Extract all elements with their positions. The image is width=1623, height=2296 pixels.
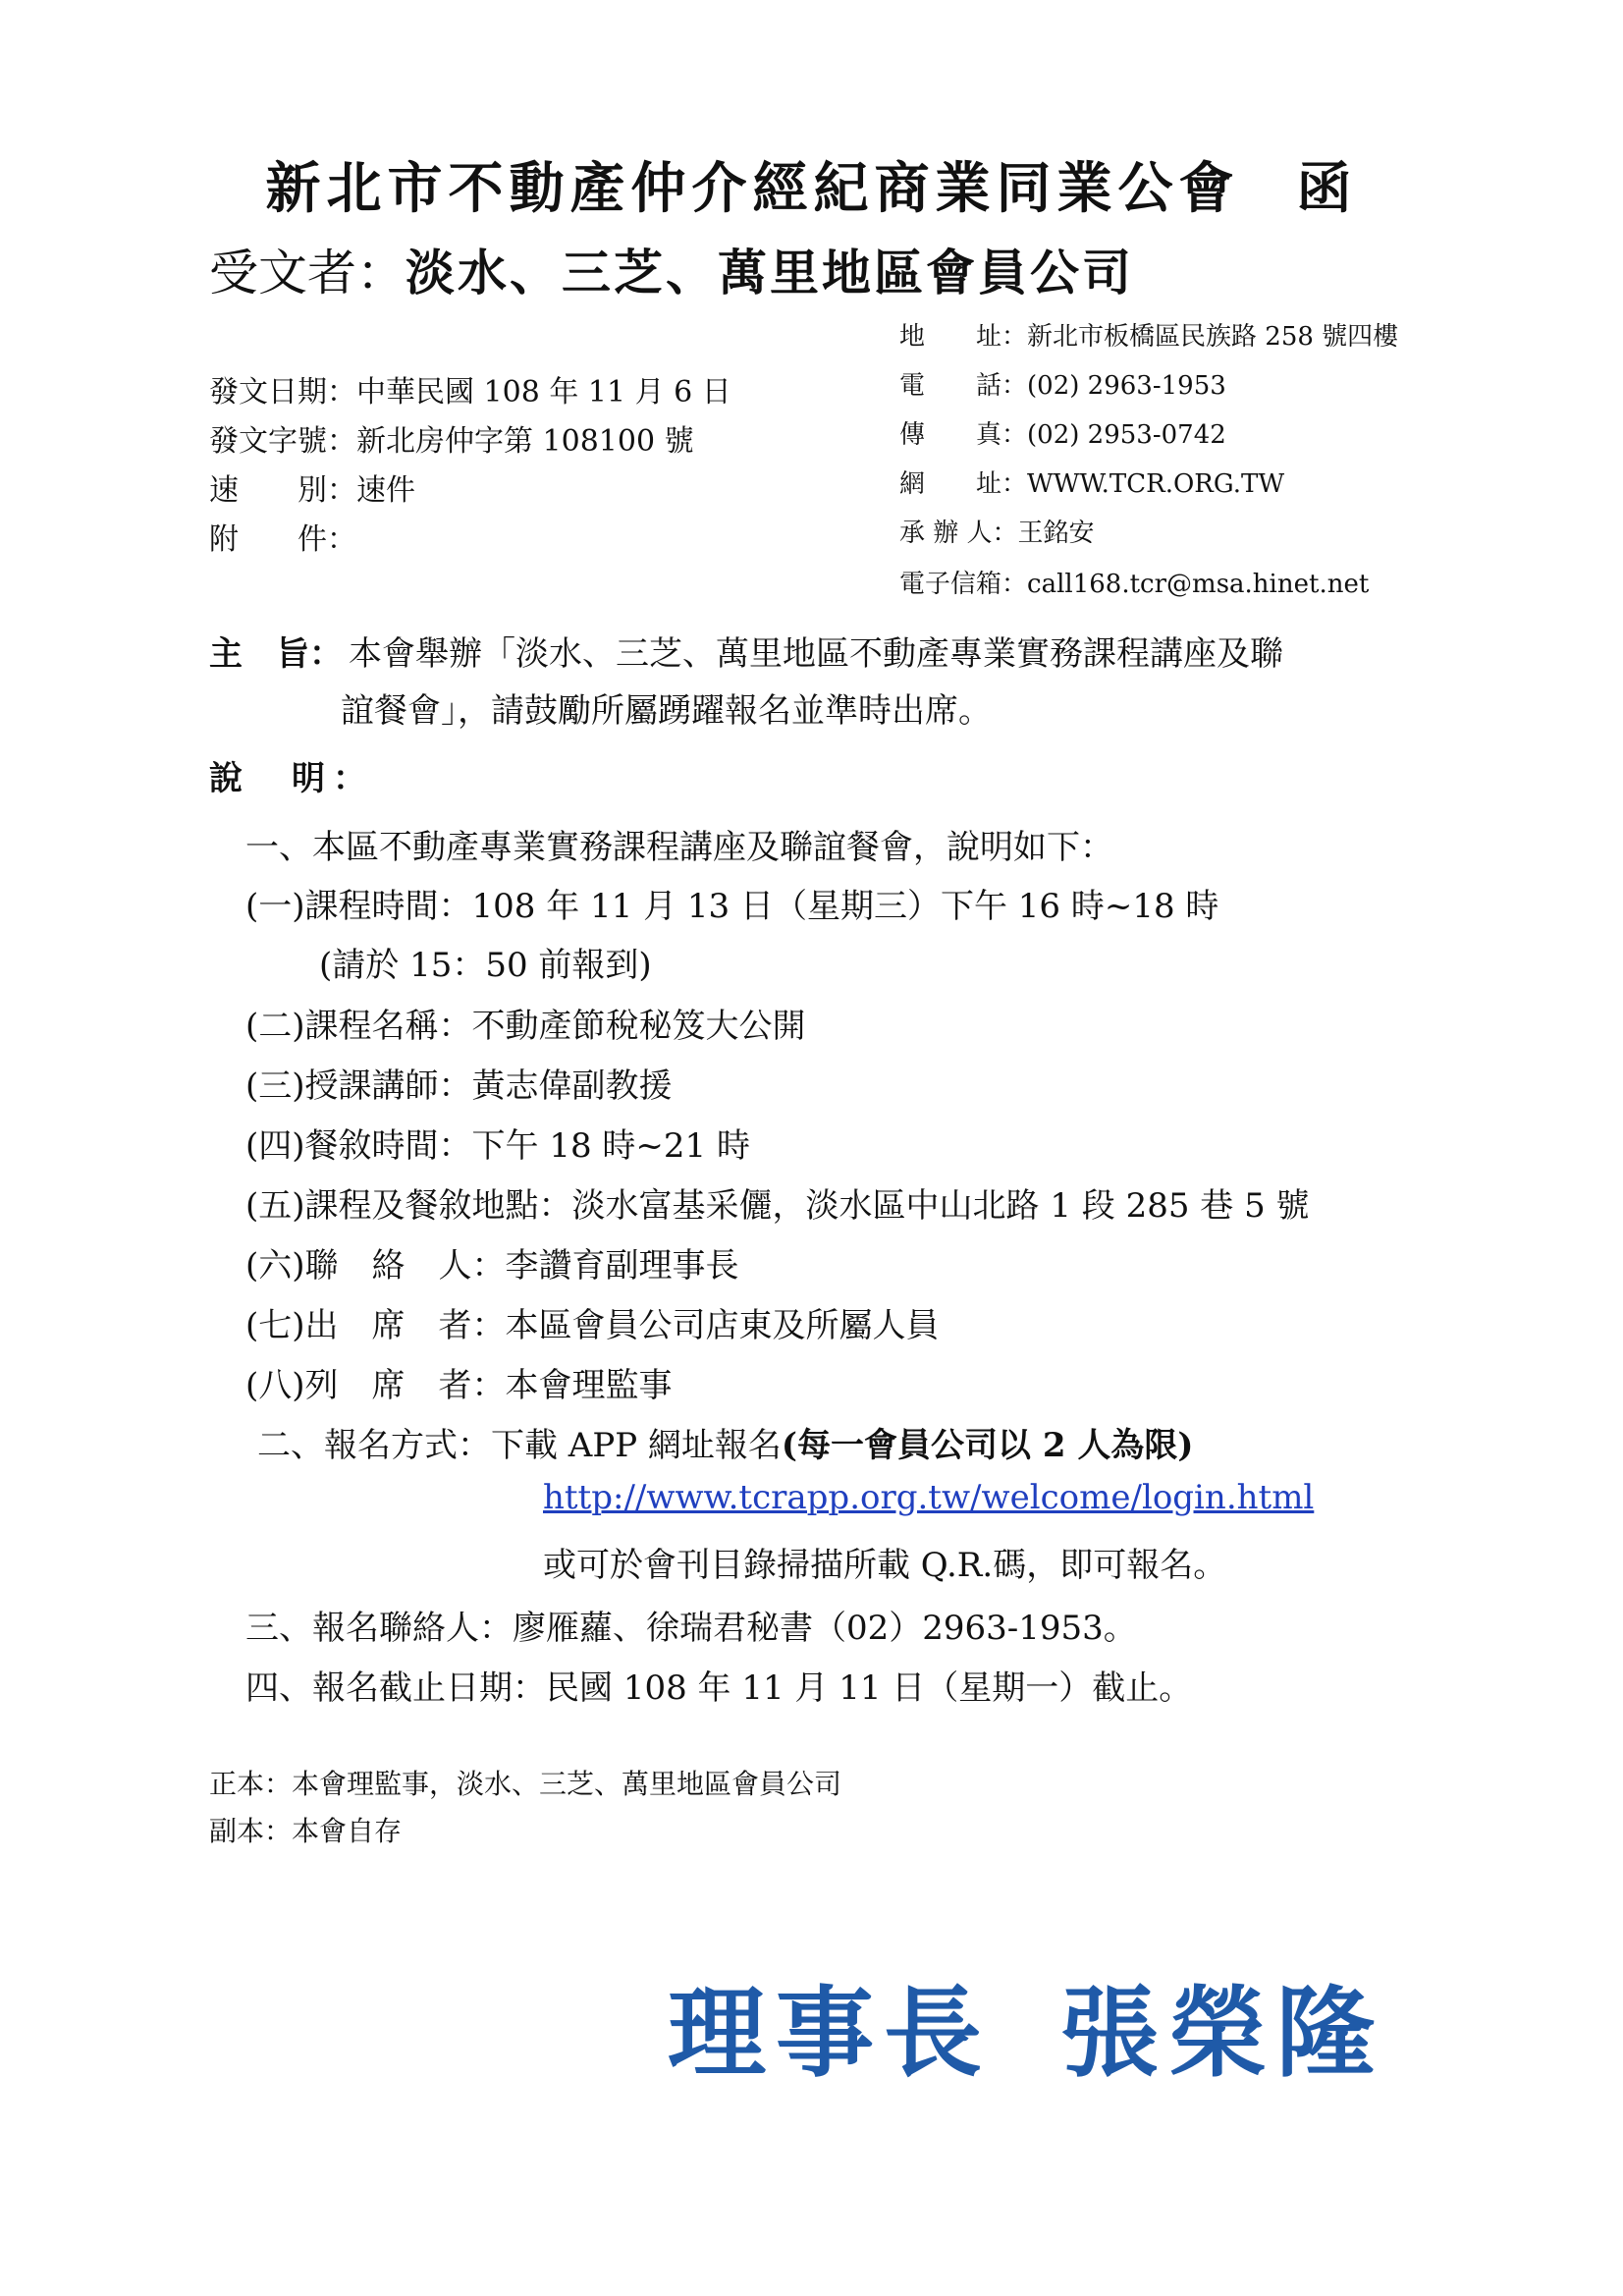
recipient-value: 淡水、三芝、萬里地區會員公司 — [406, 244, 1134, 301]
section-4: 四、報名截止日期：民國 108 年 11 月 11 日（星期一）截止。 — [245, 1668, 1193, 1708]
sender-address-label: 地 址： — [899, 322, 1028, 352]
document-number — [209, 416, 694, 460]
section-3: 三、報名聯絡人：廖雁蘿、徐瑞君秘書（02）2963-1953。 — [245, 1609, 1137, 1648]
sender-phone — [899, 365, 1226, 402]
section-2-note: 或可於會刊目錄掃描所載 Q.R.碼，即可報名。 — [543, 1546, 1227, 1585]
item-8: (八)列 席 者：本會理監事 — [245, 1366, 673, 1405]
title-suffix: 函 — [1296, 156, 1358, 221]
section-2 — [257, 1418, 1193, 1466]
signature-name: 張榮隆 — [1060, 1975, 1384, 2091]
attachments-label: 附 件： — [209, 522, 356, 557]
original-recipients: 正本：本會理監事，淡水、三芝、萬里地區會員公司 — [209, 1768, 842, 1800]
sender-handler — [899, 513, 1095, 549]
item-5: (五)課程及餐敘地點：淡水富基采儷，淡水區中山北路 1 段 285 巷 5 號 — [245, 1186, 1310, 1226]
section-1: 一、本區不動產專業實務課程講座及聯誼餐會，說明如下： — [245, 828, 1113, 867]
sender-address-value: 新北市板橋區民族路 258 號四樓 — [1027, 322, 1399, 352]
sender-website-label: 網 址： — [899, 469, 1028, 499]
issue-date-label: 發文日期： — [209, 375, 356, 410]
sender-phone-label: 電 話： — [899, 371, 1028, 401]
sender-email-value: call168.tcr@msa.hinet.net — [1027, 570, 1370, 599]
sender-phone-value: (02) 2963-1953 — [1027, 371, 1226, 401]
item-6: (六)聯 絡 人：李讚育副理事長 — [245, 1246, 739, 1285]
issue-date-value: 中華民國 108 年 11 月 6 日 — [356, 375, 731, 410]
section-2-limit: (每一會員公司以 2 人為限) — [781, 1426, 1194, 1465]
recipient-label: 受文者： — [209, 245, 406, 301]
section-2-text: 二、報名方式：下載 APP 網址報名 — [257, 1426, 782, 1465]
item-2: (二)課程名稱：不動產節稅秘笈大公開 — [245, 1007, 806, 1046]
item-3: (三)授課講師：黃志偉副教援 — [245, 1066, 673, 1106]
sender-fax-value: (02) 2953-0742 — [1027, 420, 1226, 450]
subject-label: 主 旨： — [209, 634, 343, 674]
sender-email-label: 電子信箱： — [899, 570, 1028, 599]
item-7: (七)出 席 者：本區會員公司店東及所屬人員 — [245, 1306, 940, 1345]
signature — [668, 1954, 1384, 2096]
registration-link[interactable]: http://www.tcrapp.org.tw/welcome/login.html — [543, 1478, 1315, 1517]
sender-website — [899, 464, 1284, 500]
item-4: (四)餐敘時間：下午 18 時~21 時 — [245, 1126, 750, 1166]
sender-email — [899, 564, 1369, 600]
attachments — [209, 515, 356, 558]
priority — [209, 465, 415, 509]
explanation-label: 說 明： — [209, 759, 374, 798]
subject-block — [209, 626, 1283, 739]
sender-handler-label: 承 辦 人： — [899, 519, 1018, 548]
item-1-note: (請於 15：50 前報到) — [319, 946, 652, 985]
sender-website-value: WWW.TCR.ORG.TW — [1027, 469, 1285, 499]
subject-line-1: 本會舉辦「淡水、三芝、萬里地區不動產專業實務課程講座及聯 — [349, 634, 1283, 674]
sender-fax — [899, 414, 1226, 451]
recipient-line — [209, 234, 1134, 304]
issue-date — [209, 367, 731, 410]
copy-recipients: 副本：本會自存 — [209, 1815, 403, 1847]
document-number-value: 新北房仲字第 108100 號 — [356, 424, 694, 459]
document-title — [0, 145, 1623, 224]
priority-value: 速件 — [356, 473, 415, 508]
sender-address — [899, 316, 1398, 353]
title-text: 新北市不動產仲介經紀商業同業公會 — [265, 156, 1240, 221]
priority-label: 速 別： — [209, 473, 356, 508]
sender-fax-label: 傳 真： — [899, 420, 1028, 450]
signature-title: 理事長 — [668, 1975, 992, 2091]
sender-handler-value: 王銘安 — [1017, 519, 1095, 548]
subject-line-2: 誼餐會」，請鼓勵所屬踴躍報名並準時出席。 — [341, 691, 992, 731]
document-number-label: 發文字號： — [209, 424, 356, 459]
item-1: (一)課程時間：108 年 11 月 13 日（星期三）下午 16 時~18 時 — [245, 887, 1219, 926]
